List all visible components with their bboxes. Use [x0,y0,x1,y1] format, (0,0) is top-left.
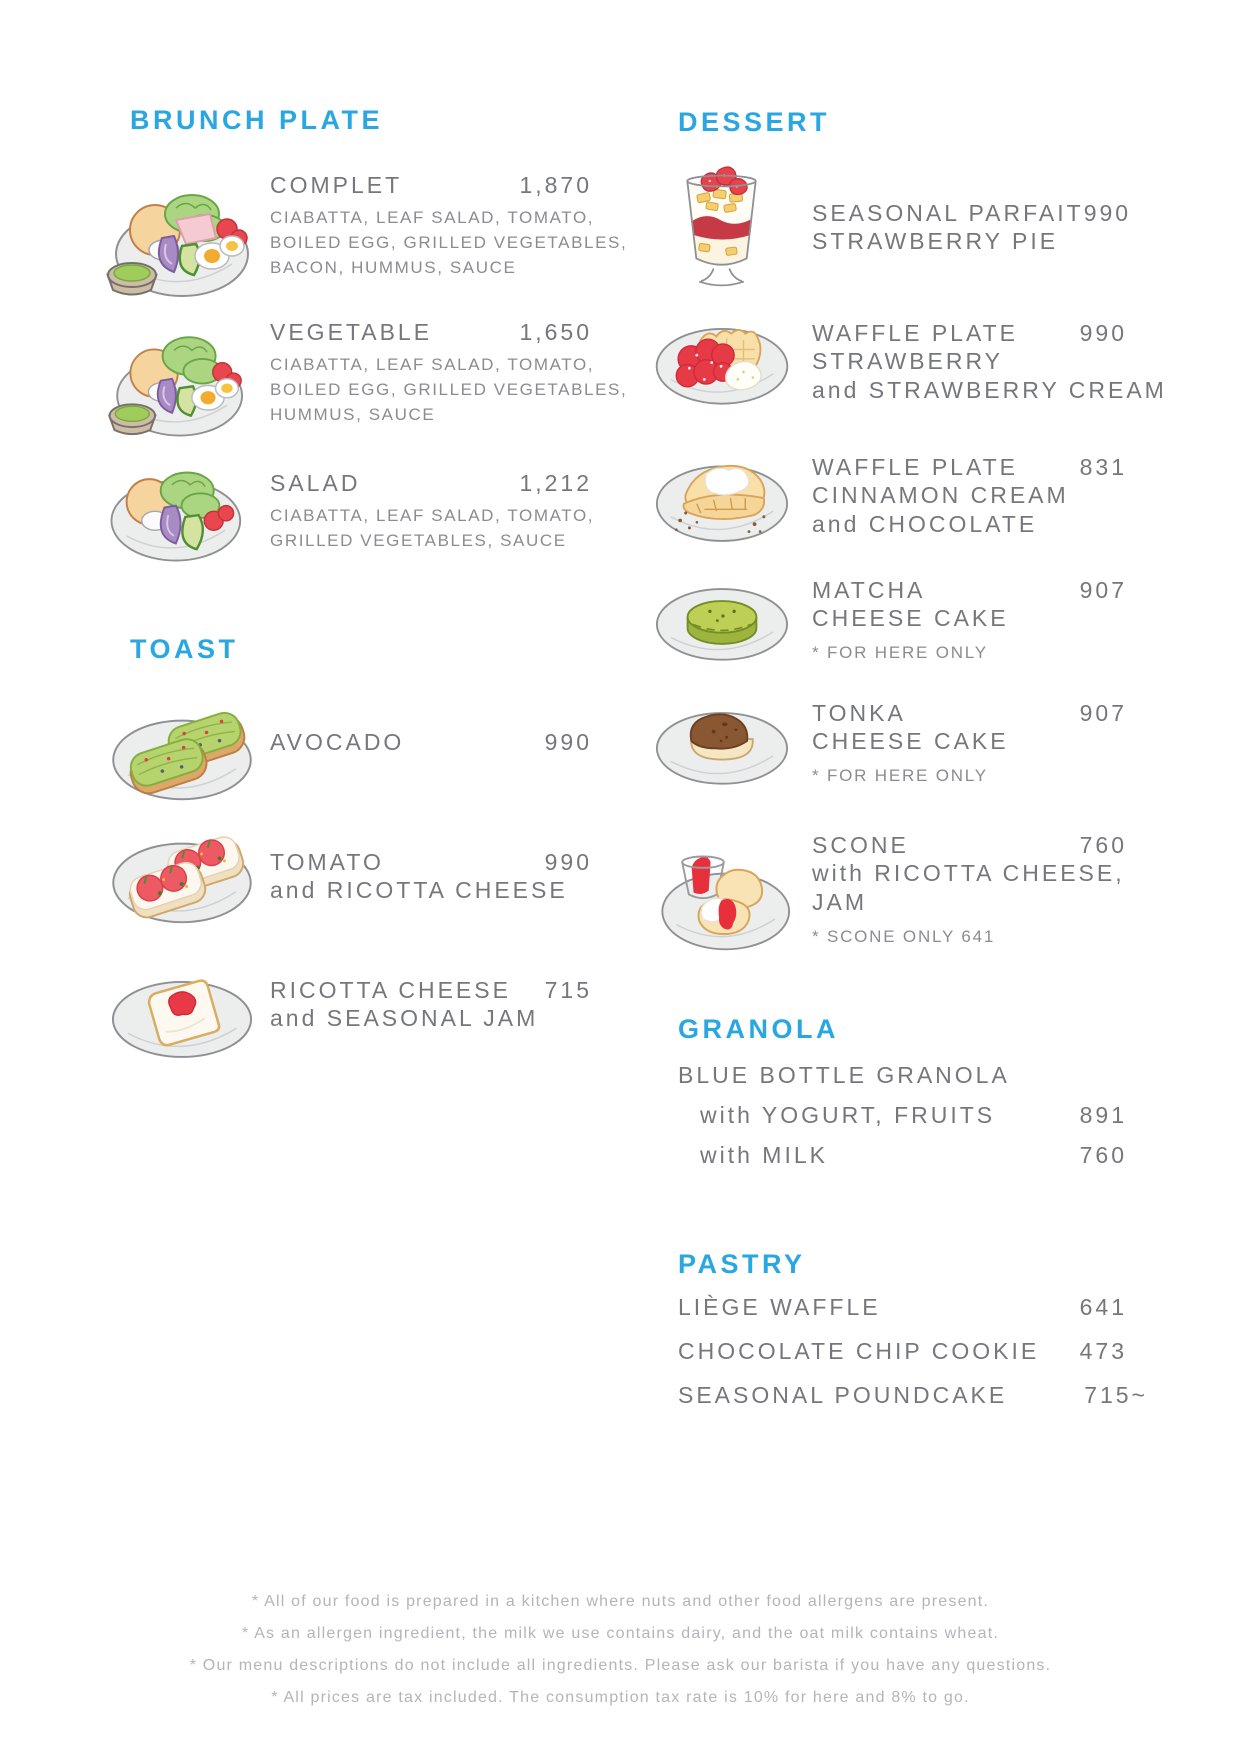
description-line: CIABATTA, LEAF SALAD, TOMATO, [270,208,595,227]
tonka-cheesecake-illustration [652,700,792,793]
item-name-line2: and SEASONAL JAM [270,1005,539,1031]
item-name: RICOTTA CHEESE [270,977,511,1003]
item-name: SEASONAL PARFAIT [812,200,1084,226]
item-name: COMPLET [270,172,403,198]
item-price: 990 [544,849,592,875]
item-name-line2: with RICOTTA CHEESE, [812,860,1125,886]
footer-note-line: * All prices are tax included. The consumption tax rate is 10% for here and 8% to go. [271,1689,970,1706]
item-price: 891 [1079,1102,1127,1128]
item-name: AVOCADO [270,729,405,755]
menu-item-waffle-cinnamon [812,453,1127,539]
item-name-line3: JAM [812,889,867,915]
menu-item-complet [270,171,592,199]
item-name: SEASONAL POUNDCAKE [678,1382,1008,1408]
item-price: 641 [1079,1294,1127,1320]
item-name-line2: CHEESE CAKE [812,728,1009,754]
tomato-toast-illustration [108,824,256,932]
item-note: * FOR HERE ONLY [812,643,988,662]
menu-item-liege-waffle [678,1293,1127,1321]
item-name: TONKA [812,700,906,726]
item-description [270,352,627,427]
item-price: 473 [1079,1338,1127,1364]
menu-item-seasonal-parfait [812,199,1132,256]
parfait-illustration [672,163,771,289]
item-description [270,205,627,280]
item-name: VEGETABLE [270,319,433,345]
item-name: SALAD [270,470,361,496]
strawberry-waffle-illustration [652,312,792,415]
item-description [270,503,594,553]
menu-item-matcha-cheesecake [812,576,1127,665]
item-note: * FOR HERE ONLY [812,766,988,785]
menu-item-tonka-cheesecake [812,699,1127,788]
menu-item-ricotta-toast [270,976,592,1004]
granola-header-item: BLUE BOTTLE GRANOLA [678,1062,1010,1088]
item-price: 715 [544,977,592,1003]
item-price: 990 [1079,320,1127,346]
vegetable-plate-illustration [102,322,244,445]
item-name: with YOGURT, FRUITS [700,1102,996,1128]
menu-item-avocado-toast [270,728,592,756]
item-name: WAFFLE PLATE [812,454,1018,480]
item-name-line3: and CHOCOLATE [812,511,1038,537]
item-price: 990 [1083,200,1132,226]
item-price: 831 [1079,454,1127,480]
item-name-line2: CHEESE CAKE [812,605,1009,631]
section-title-pastry: PASTRY [678,1249,806,1279]
item-name: CHOCOLATE CHIP COOKIE [678,1338,1040,1364]
footer-note-line: * As an allergen ingredient, the milk we use contains dairy, and the oat milk contains wheat. [242,1625,999,1642]
item-name: with MILK [700,1142,828,1168]
item-price: 760 [1079,832,1127,858]
footer-notes [0,1586,1241,1714]
menu-item-waffle-strawberry [812,319,1167,405]
description-line: CIABATTA, LEAF SALAD, TOMATO, [270,506,595,525]
section-title-toast: TOAST [130,634,239,664]
item-note: * SCONE ONLY 641 [812,927,996,946]
item-price: 1,870 [519,172,592,198]
complet-plate-illustration [100,176,250,306]
section-title-granola: GRANOLA [678,1014,839,1044]
matcha-cheesecake-illustration [652,576,792,669]
menu-item-chocolate-chip-cookie [678,1337,1127,1365]
avocado-toast-illustration [108,698,256,811]
description-line: GRILLED VEGETABLES, SAUCE [270,531,567,550]
ricotta-jam-toast-illustration [108,965,256,1064]
footer-note-line: * All of our food is prepared in a kitchen where nuts and other food allergens are present. [251,1593,990,1610]
description-line: HUMMUS, SAUCE [270,405,436,424]
cinnamon-waffle-illustration [652,446,792,553]
item-name-line2: STRAWBERRY [812,348,1004,374]
footer-note-line: * Our menu descriptions do not include all ingredients. Please ask our barista if you have any questions. [189,1657,1052,1674]
item-name: LIÈGE WAFFLE [678,1294,881,1320]
menu-item-scone [812,831,1127,949]
scone-plate-illustration [650,828,792,956]
item-name: SCONE [812,832,909,858]
item-name: TOMATO [270,849,384,875]
item-price: 760 [1079,1142,1127,1168]
item-price: 1,650 [519,319,592,345]
menu-item-granola-milk [700,1141,1127,1169]
menu-item-seasonal-poundcake [678,1381,1148,1409]
item-name-line2: CINNAMON CREAM [812,482,1069,508]
item-price: 990 [544,729,592,755]
section-title-dessert: DESSERT [678,107,831,137]
section-title-brunch-plate: BRUNCH PLATE [130,105,383,135]
menu-item-vegetable [270,318,592,346]
item-price: 907 [1079,700,1127,726]
item-name: WAFFLE PLATE [812,320,1018,346]
item-price: 1,212 [519,470,592,496]
description-line: BACON, HUMMUS, SAUCE [270,258,517,277]
menu-item-salad [270,469,592,497]
item-price: 907 [1079,577,1127,603]
item-name-line2: and RICOTTA CHEESE [270,877,568,903]
item-price: 715~ [1084,1382,1148,1408]
item-name-line3: and STRAWBERRY CREAM [812,377,1167,403]
description-line: BOILED EGG, GRILLED VEGETABLES, [270,233,628,252]
salad-plate-illustration [102,462,244,572]
menu-item-tomato-toast [270,848,592,876]
description-line: CIABATTA, LEAF SALAD, TOMATO, [270,355,595,374]
menu-item-granola-yogurt [700,1101,1127,1129]
item-name: MATCHA [812,577,926,603]
item-name-line2: STRAWBERRY PIE [812,228,1059,254]
description-line: BOILED EGG, GRILLED VEGETABLES, [270,380,628,399]
